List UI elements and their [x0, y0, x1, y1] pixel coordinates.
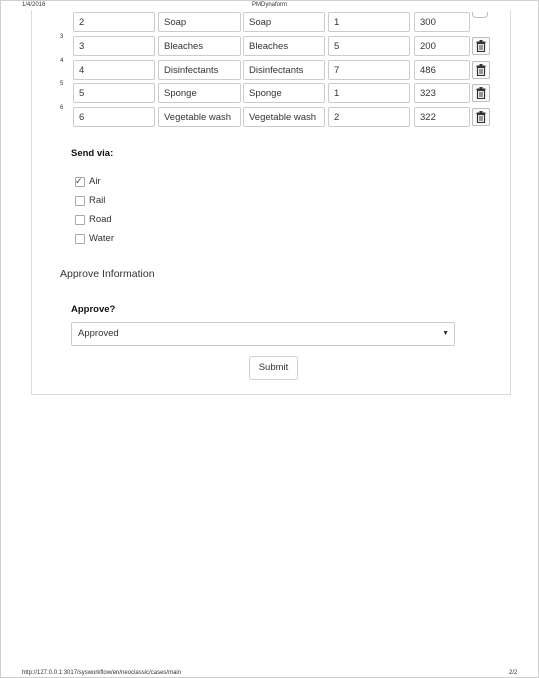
checkbox-label: Water — [89, 233, 114, 244]
table-row — [60, 36, 490, 58]
row-number: 5 — [60, 81, 64, 87]
grid-cell-quantity[interactable]: 1 — [328, 12, 410, 32]
grid-cell-description[interactable]: Sponge — [243, 83, 325, 103]
delete-row-button[interactable] — [472, 108, 490, 126]
row-number: 3 — [60, 34, 64, 40]
checkmark-icon: ✓ — [75, 176, 83, 186]
row-number: 6 — [60, 105, 64, 111]
table-row — [60, 12, 490, 34]
grid-cell-price[interactable]: 323 — [414, 83, 470, 103]
print-title: PMDynaform — [251, 2, 287, 8]
grid-cell-number[interactable]: 3 — [73, 36, 155, 56]
approve-select-value: Approved — [78, 328, 119, 339]
grid-cell-price[interactable]: 486 — [414, 60, 470, 80]
table-row — [60, 60, 490, 82]
approve-section-heading: Approve Information — [60, 268, 155, 280]
checkbox-box[interactable] — [75, 196, 85, 206]
submit-button[interactable]: Submit — [249, 356, 298, 380]
send-via-label: Send via: — [71, 148, 114, 159]
grid-cell-price[interactable]: 200 — [414, 36, 470, 56]
approve-select[interactable] — [71, 322, 455, 346]
grid-cell-quantity[interactable]: 7 — [328, 60, 410, 80]
approve-label: Approve? — [71, 304, 116, 315]
delete-row-button[interactable] — [472, 61, 490, 79]
grid-cell-product[interactable]: Soap — [158, 12, 241, 32]
checkbox-label: Road — [89, 214, 112, 225]
delete-button-partial[interactable] — [472, 12, 488, 18]
grid-cell-description[interactable]: Vegetable wash — [243, 107, 325, 127]
grid-cell-number[interactable]: 5 — [73, 83, 155, 103]
delete-row-button[interactable] — [472, 37, 490, 55]
print-date: 1/4/2016 — [22, 2, 46, 8]
grid-cell-quantity[interactable]: 2 — [328, 107, 410, 127]
trash-icon — [476, 111, 486, 123]
trash-icon — [476, 64, 486, 76]
grid-cell-quantity[interactable]: 1 — [328, 83, 410, 103]
grid-cell-description[interactable]: Bleaches — [243, 36, 325, 56]
checkbox-label: Air — [89, 176, 101, 187]
checkbox-box[interactable] — [75, 177, 85, 187]
checkbox-box[interactable] — [75, 215, 85, 225]
table-row — [60, 83, 490, 105]
grid-cell-price[interactable]: 322 — [414, 107, 470, 127]
table-row — [60, 107, 490, 129]
grid-cell-product[interactable]: Sponge — [158, 83, 241, 103]
grid-cell-number[interactable]: 6 — [73, 107, 155, 127]
delete-row-button[interactable] — [472, 84, 490, 102]
trash-icon — [476, 40, 486, 52]
grid-cell-quantity[interactable]: 5 — [328, 36, 410, 56]
grid-cell-number[interactable]: 2 — [73, 12, 155, 32]
print-page-number: 2/2 — [509, 670, 518, 676]
checkbox-box[interactable] — [75, 234, 85, 244]
grid-cell-price[interactable]: 300 — [414, 12, 470, 32]
checkbox-label: Rail — [89, 195, 106, 206]
chevron-down-icon: ▼ — [442, 330, 449, 337]
trash-icon — [476, 87, 486, 99]
grid-cell-product[interactable]: Bleaches — [158, 36, 241, 56]
print-url: http://127.0.0.1:3017/sysworkflow/en/neoclassic/cases/main — [22, 670, 182, 676]
grid-cell-product[interactable]: Disinfectants — [158, 60, 241, 80]
grid-cell-number[interactable]: 4 — [73, 60, 155, 80]
row-number: 4 — [60, 58, 64, 64]
grid-cell-description[interactable]: Soap — [243, 12, 325, 32]
grid-cell-product[interactable]: Vegetable wash — [158, 107, 241, 127]
grid-cell-description[interactable]: Disinfectants — [243, 60, 325, 80]
